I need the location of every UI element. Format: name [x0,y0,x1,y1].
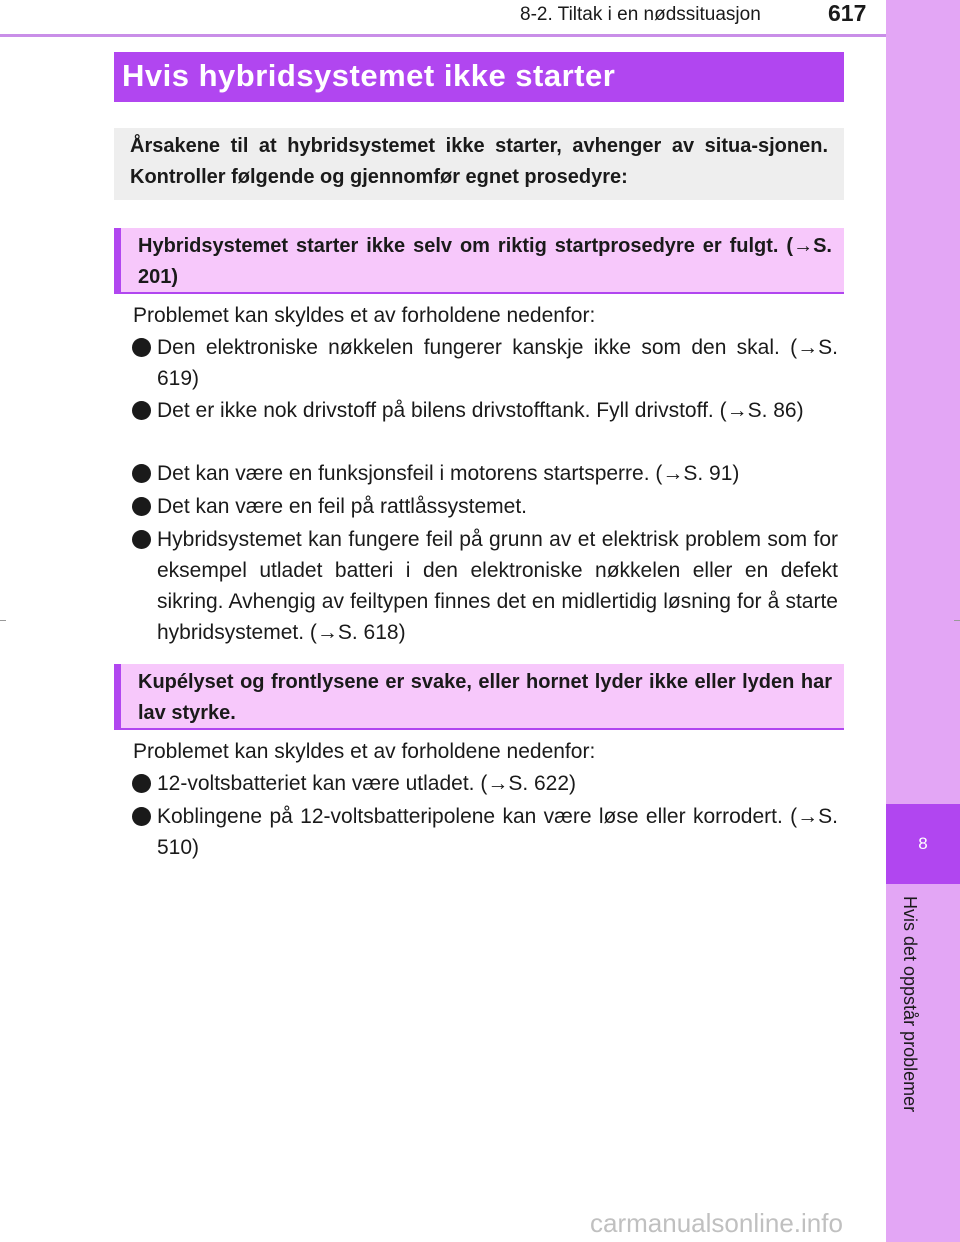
watermark: carmanualsonline.info [590,1208,843,1238]
section-2-heading: Kupélyset og frontlysene er svake, eller hornet lyder ikke eller lyden har lav styrke. [114,664,844,730]
crop-mark [0,620,6,621]
list-item [132,491,838,522]
list-item [132,768,838,799]
list-item-text: Det er ikke nok drivstoff på bilens drivstofftank. Fyll drivstoff. (→S. 86) [157,399,804,422]
section-2-lead: Problemet kan skyldes et av forholdene nedenfor: [133,740,596,763]
section-header: 8-2. Tiltak i en nødssituasjon [520,4,761,25]
chapter-number: 8 [886,804,960,884]
chapter-label: Hvis det oppstår problemer [900,896,920,1113]
crop-mark [954,620,960,621]
list-item-text: Hybridsystemet kan fungere feil på grunn av et elektrisk problem som for eksempel utladet batteri i den elektroniske nøkkelen eller en defekt sikring. Avhengig av feiltypen finnes det en midlertidig løsning for å starte hybridsystemet. (→S. 618) [157,528,838,644]
list-item-text: Det kan være en feil på rattlåssystemet. [157,495,527,518]
section-1-lead: Problemet kan skyldes et av forholdene nedenfor: [133,304,596,327]
list-item-text: 12-voltsbatteriet kan være utladet. (→S. 622) [157,772,577,795]
list-item [132,395,838,426]
list-item-text: Den elektroniske nøkkelen fungerer kanskje ikke som den skal. (→S. 619) [157,336,838,390]
bullet-icon [132,497,151,516]
bullet-icon [132,774,151,793]
bullet-icon [132,807,151,826]
bullet-icon [132,338,151,357]
list-item [132,458,838,489]
list-item [132,332,838,394]
section-1-heading: Hybridsystemet starter ikke selv om riktig startprosedyre er fulgt. (→S. 201) [114,228,844,294]
list-item-text: Koblingene på 12-voltsbatteripolene kan være løse eller korrodert. (→S. 510) [157,805,838,859]
list-item [132,524,838,648]
bullet-icon [132,530,151,549]
intro-box: Årsakene til at hybridsystemet ikke starter, avhenger av situa-sjonen. Kontroller følgende og gjennomfør egnet prosedyre: [114,128,844,200]
list-item [132,801,838,863]
list-item-text: Det kan være en funksjonsfeil i motorens startsperre. (→S. 91) [157,462,740,485]
bullet-icon [132,401,151,420]
page-number: 617 [828,0,867,26]
bullet-icon [132,464,151,483]
header-divider [0,34,886,37]
page-title: Hvis hybridsystemet ikke starter [114,52,844,102]
